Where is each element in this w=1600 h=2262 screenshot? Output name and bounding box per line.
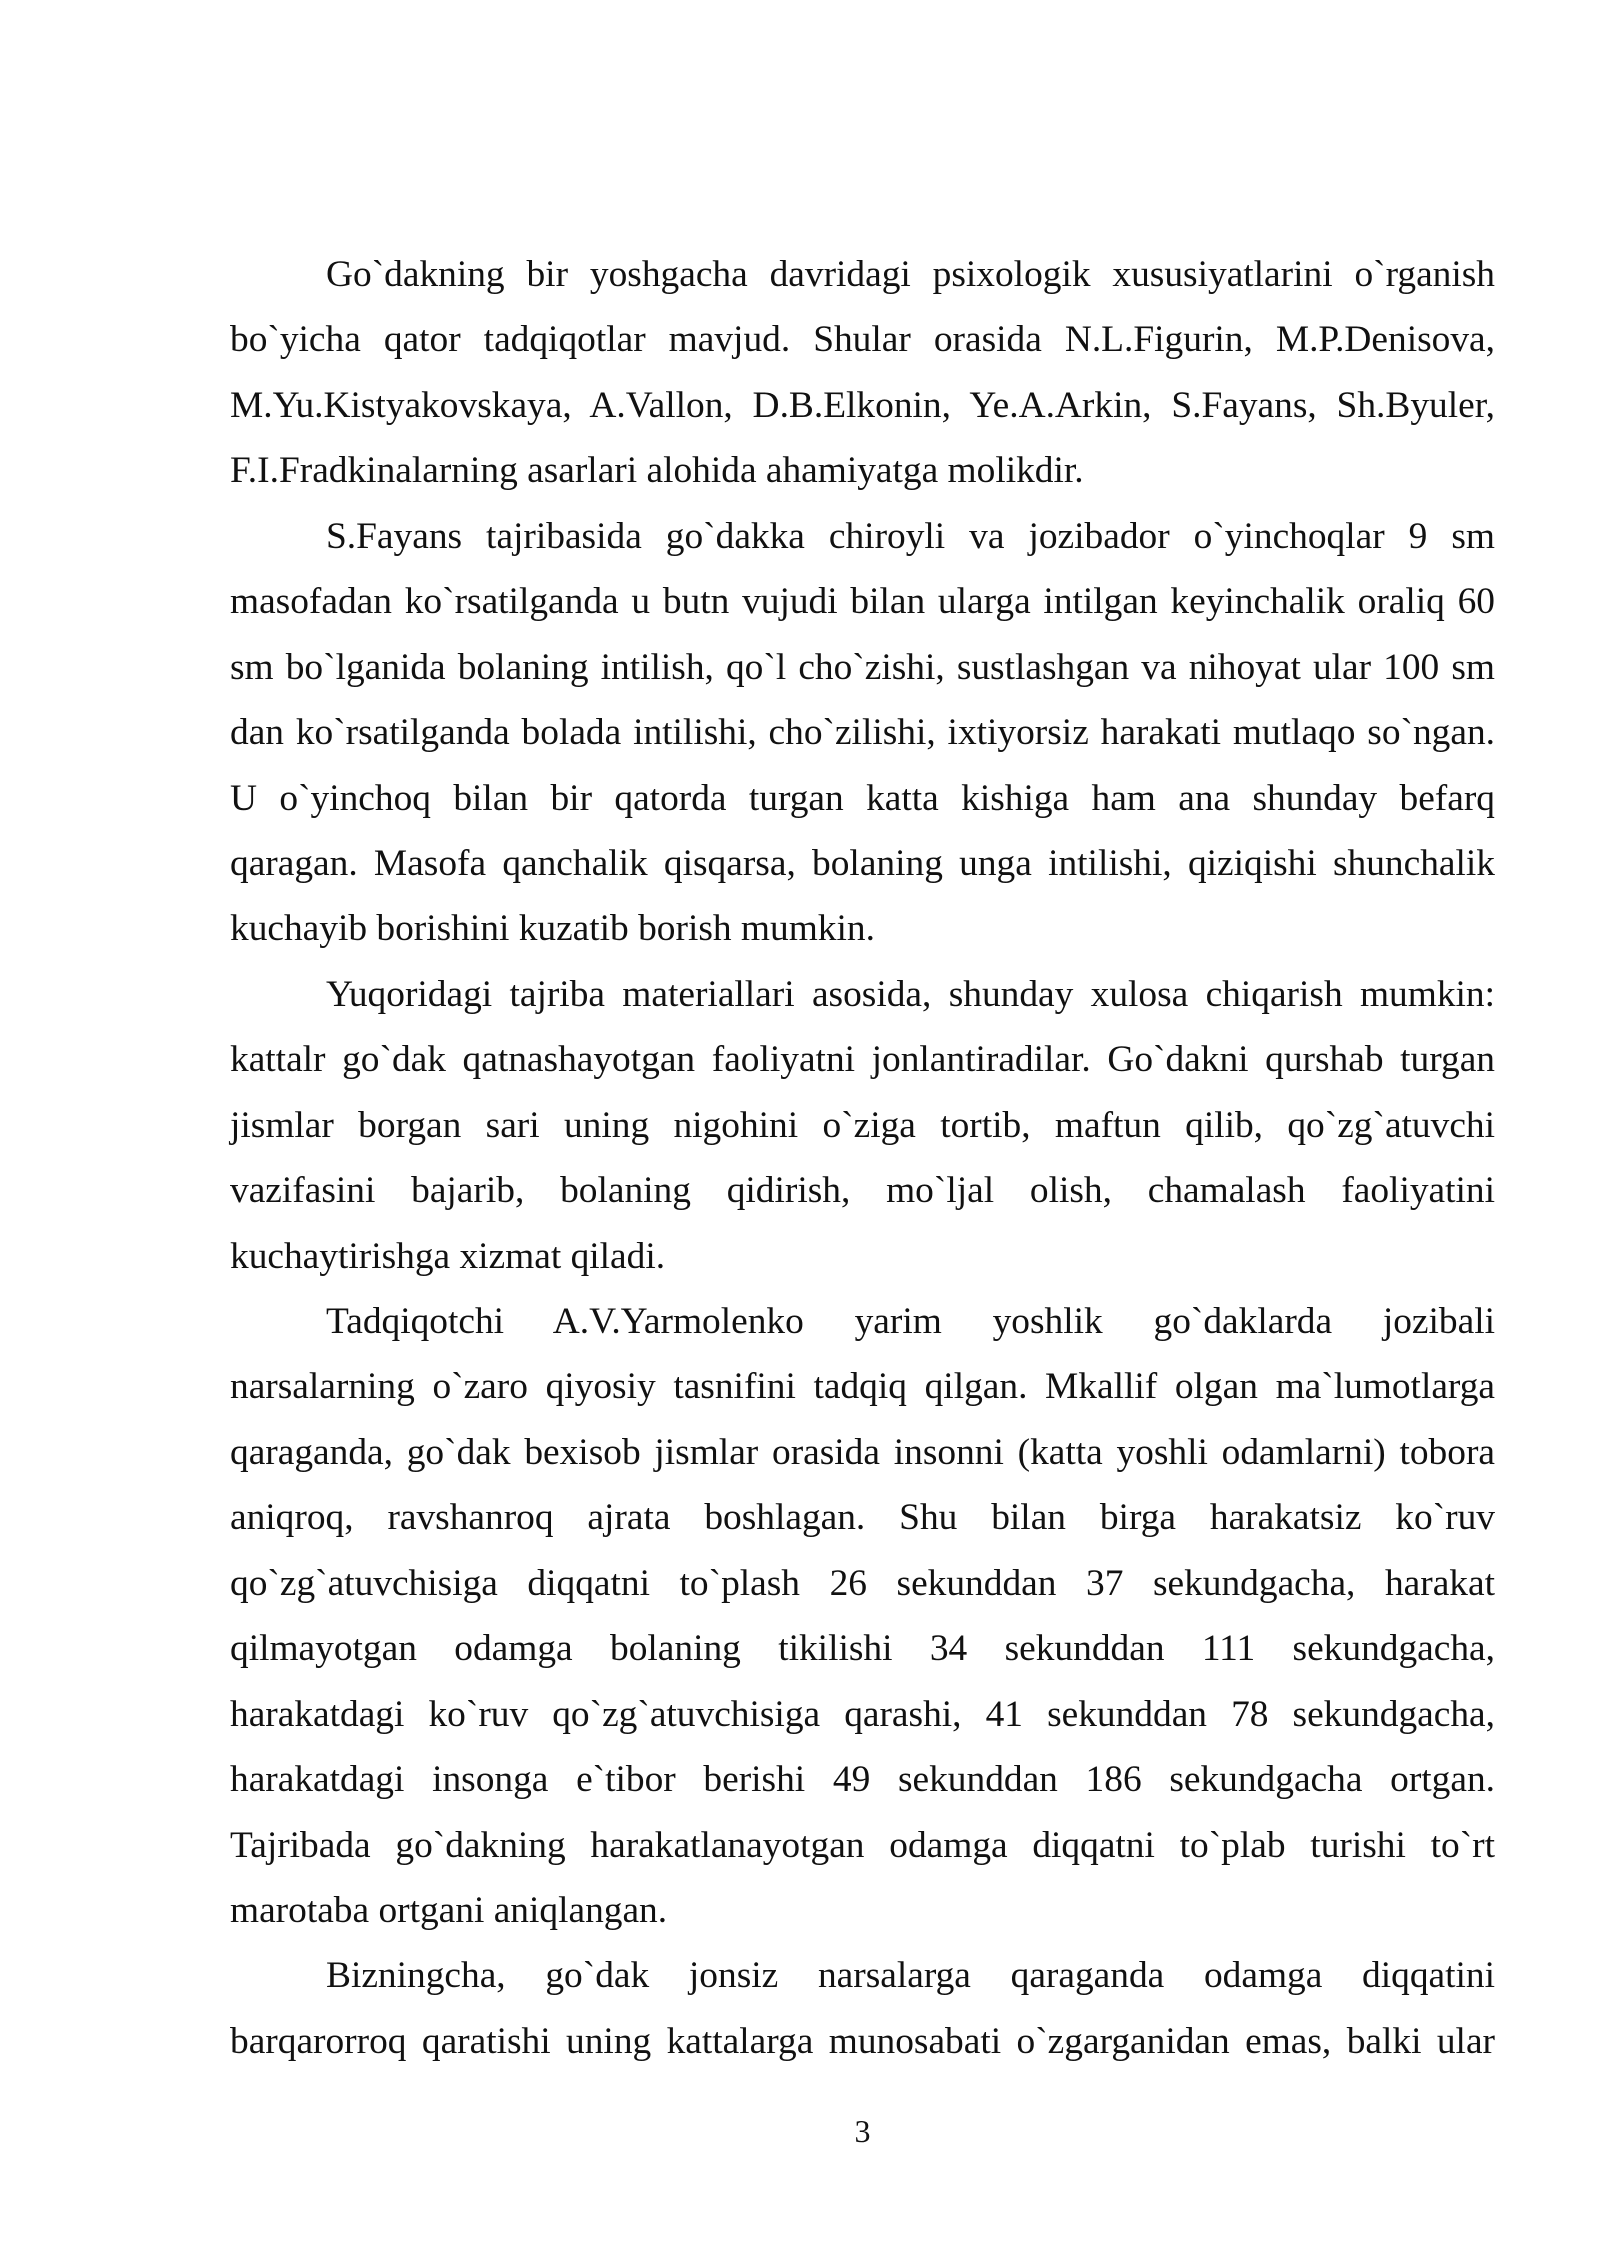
- text-line: vazifasini bajarib, bolaning qidirish, mo`ljal olish, chamalash faoliyatini: [230, 1170, 1495, 1212]
- text-line: bo`yicha qator tadqiqotlar mavjud. Shular orasida N.L.Figurin, M.P.Denisova,: [230, 319, 1495, 361]
- text-line: harakatdagi ko`ruv qo`zg`atuvchisiga qarashi, 41 sekunddan 78 sekundgacha,: [230, 1693, 1495, 1735]
- paragraph: [230, 962, 1495, 1289]
- text-line: sm bo`lganida bolaning intilish, qo`l cho`zishi, sustlashgan va nihoyat ular 100 sm: [230, 646, 1495, 688]
- text-line: U o`yinchoq bilan bir qatorda turgan katta kishiga ham ana shunday befarq: [230, 777, 1495, 819]
- text-line: qo`zg`atuvchisiga diqqatni to`plash 26 sekunddan 37 sekundgacha, harakat: [230, 1562, 1495, 1604]
- text-line: dan ko`rsatilganda bolada intilishi, cho`zilishi, ixtiyorsiz harakati mutlaqo so`ngan.: [230, 712, 1495, 754]
- text-line: Tadqiqotchi A.V.Yarmolenko yarim yoshlik go`daklarda jozibali: [326, 1301, 1495, 1342]
- text-line: marotaba ortgani aniqlangan.: [230, 1889, 668, 1931]
- text-line: Go`dakning bir yoshgacha davridagi psixologik xususiyatlarini o`rganish: [326, 254, 1495, 295]
- text-line: narsalarning o`zaro qiyosiy tasnifini tadqiq qilgan. Mkallif olgan ma`lumotlarga: [230, 1366, 1495, 1408]
- text-line: jismlar borgan sari uning nigohini o`ziga tortib, maftun qilib, qo`zg`atuvchi: [230, 1104, 1495, 1146]
- document-body: [230, 242, 1495, 2074]
- text-line: kuchayib borishini kuzatib borish mumkin.: [230, 908, 875, 950]
- text-line: S.Fayans tajribasida go`dakka chiroyli va jozibador o`yinchoqlar 9 sm: [326, 515, 1495, 557]
- text-line: kuchaytirishga xizmat qiladi.: [230, 1235, 666, 1277]
- paragraph: [230, 1289, 1495, 1943]
- text-line: qaraganda, go`dak bexisob jismlar orasida insonni (katta yoshli odamlarni) tobora: [230, 1431, 1495, 1473]
- text-line: M.Yu.Kistyakovskaya, A.Vallon, D.B.Elkonin, Ye.A.Arkin, S.Fayans, Sh.Byuler,: [230, 384, 1495, 426]
- text-line: kattalr go`dak qatnashayotgan faoliyatni jonlantiradilar. Go`dakni qurshab turgan: [230, 1039, 1495, 1081]
- text-line: F.I.Fradkinalarning asarlari alohida ahamiyatga molikdir.: [230, 450, 1084, 492]
- text-line: aniqroq, ravshanroq ajrata boshlagan. Shu bilan birga harakatsiz ko`ruv: [230, 1497, 1495, 1539]
- text-line: Yuqoridagi tajriba materiallari asosida, shunday xulosa chiqarish mumkin:: [326, 973, 1495, 1015]
- page-number: 3: [854, 2113, 871, 2149]
- text-line: masofadan ko`rsatilganda u butn vujudi bilan ularga intilgan keyinchalik oraliq 60: [230, 581, 1495, 623]
- text-line: qaragan. Masofa qanchalik qisqarsa, bolaning unga intilishi, qiziqishi shunchalik: [230, 842, 1495, 884]
- text-line: harakatdagi insonga e`tibor berishi 49 sekunddan 186 sekundgacha ortgan.: [230, 1759, 1495, 1801]
- paragraph: [230, 504, 1495, 962]
- paragraph: [230, 242, 1495, 504]
- text-line: Tajribada go`dakning harakatlanayotgan odamga diqqatni to`plab turishi to`rt: [230, 1824, 1495, 1866]
- paragraph: [230, 1943, 1495, 2074]
- text-line: barqarorroq qaratishi uning kattalarga munosabati o`zgarganidan emas, balki ular: [230, 2020, 1495, 2062]
- text-line: Bizningcha, go`dak jonsiz narsalarga qaraganda odamga diqqatini: [326, 1955, 1495, 1997]
- text-line: qilmayotgan odamga bolaning tikilishi 34 sekunddan 111 sekundgacha,: [230, 1628, 1495, 1670]
